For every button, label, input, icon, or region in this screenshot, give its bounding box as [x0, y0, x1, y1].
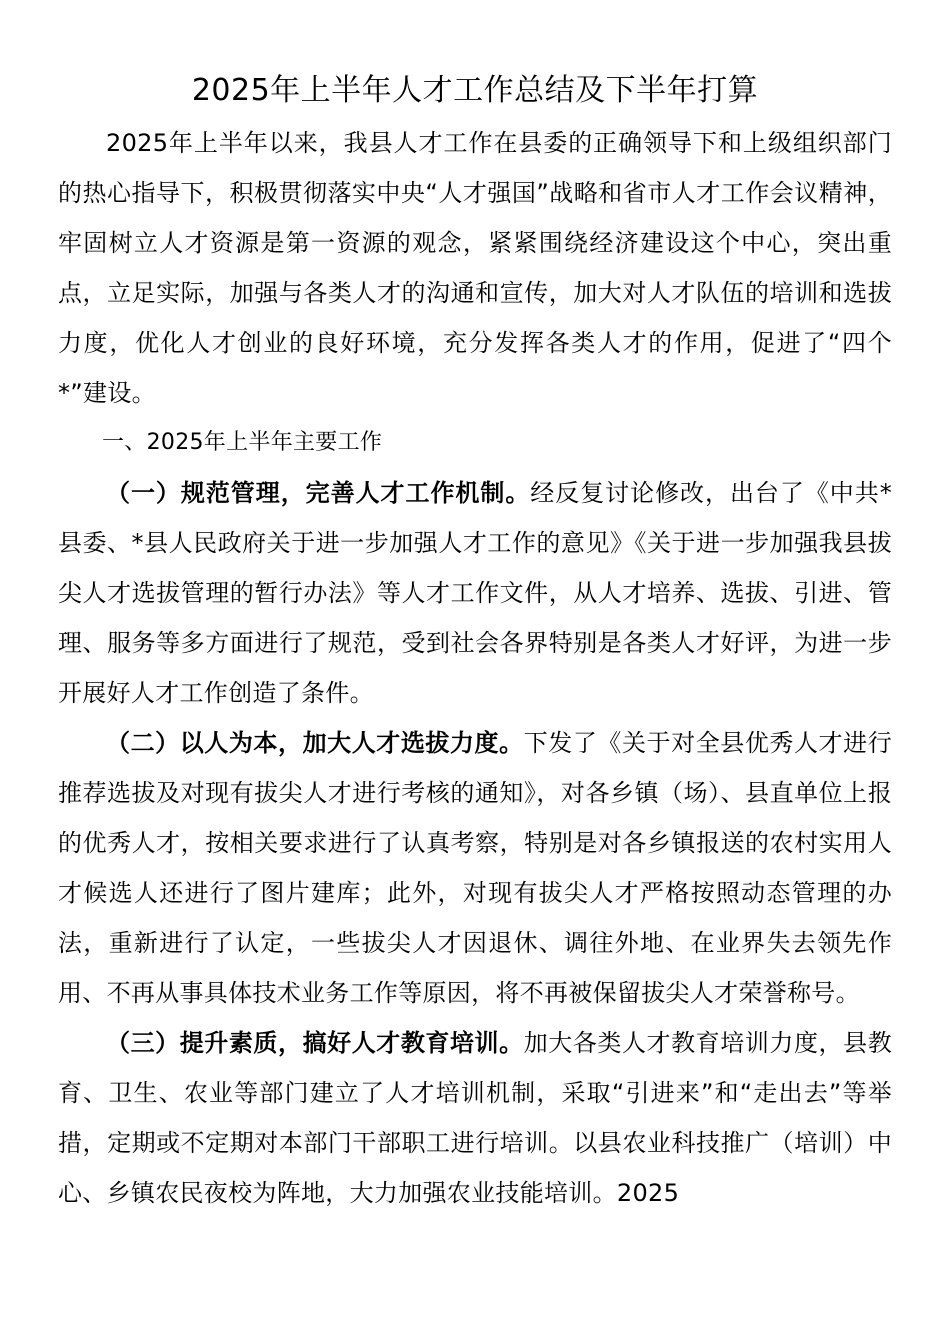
item-text-2: 下发了《关于对全县优秀人才进行推荐选拔及对现有拔尖人才进行考核的通知》，对各乡镇（场）、县直单位上报的优秀人才，按相关要求进行了认真考察，特别是对各乡镇报送的农村实用人才候选人还进行了图片建库；此外，对现有拔尖人才严格按照动态管理的办法，重新进行了认定，一些拔尖人才因退休、调往外地、在业界失去领先作用、不再从事具体技术业务工作等原因，将不再被保留拔尖人才荣誉称号。: [58, 729, 892, 1007]
document-title: 2025年上半年人才工作总结及下半年打算: [191, 73, 759, 108]
item-paragraph-1: [58, 468, 892, 718]
item-paragraph-2: [58, 718, 892, 1018]
item-text-3: 加大各类人才教育培训力度，县教育、卫生、农业等部门建立了人才培训机制，采取“引进来”和“走出去”等举措，定期或不定期对本部门干部职工进行培训。以县农业科技推广（培训）中心、乡镇农民夜校为阵地，大力加强农业技能培训。2025: [58, 1029, 892, 1207]
item-text-1: 经反复讨论修改，出台了《中共*县委、*县人民政府关于进一步加强人才工作的意见》《关于进一步加强我县拔尖人才选拔管理的暂行办法》等人才工作文件，从人才培养、选拔、引进、管理、服务等多方面进行了规范，受到社会各界特别是各类人才好评，为进一步开展好人才工作创造了条件。: [58, 479, 892, 707]
document-page: [58, 66, 892, 1218]
item-lead-3: （三）提升素质，搞好人才教育培训。: [106, 1029, 524, 1057]
item-lead-1: （一）规范管理，完善人才工作机制。: [106, 479, 531, 507]
item-paragraph-3: [58, 1018, 892, 1218]
item-lead-2: （二）以人为本，加大人才选拔力度。: [106, 729, 524, 757]
section-heading: 一、2025年上半年主要工作: [102, 430, 383, 455]
intro-paragraph: 2025年上半年以来，我县人才工作在县委的正确领导下和上级组织部门的热心指导下，积极贯彻落实中央“人才强国”战略和省市人才工作会议精神，牢固树立人才资源是第一资源的观念，紧紧围绕经济建设这个中心，突出重点，立足实际，加强与各类人才的沟通和宣传，加大对人才队伍的培训和选拔力度，优化人才创业的良好环境，充分发挥各类人才的作用，促进了“四个*”建设。: [58, 129, 892, 407]
